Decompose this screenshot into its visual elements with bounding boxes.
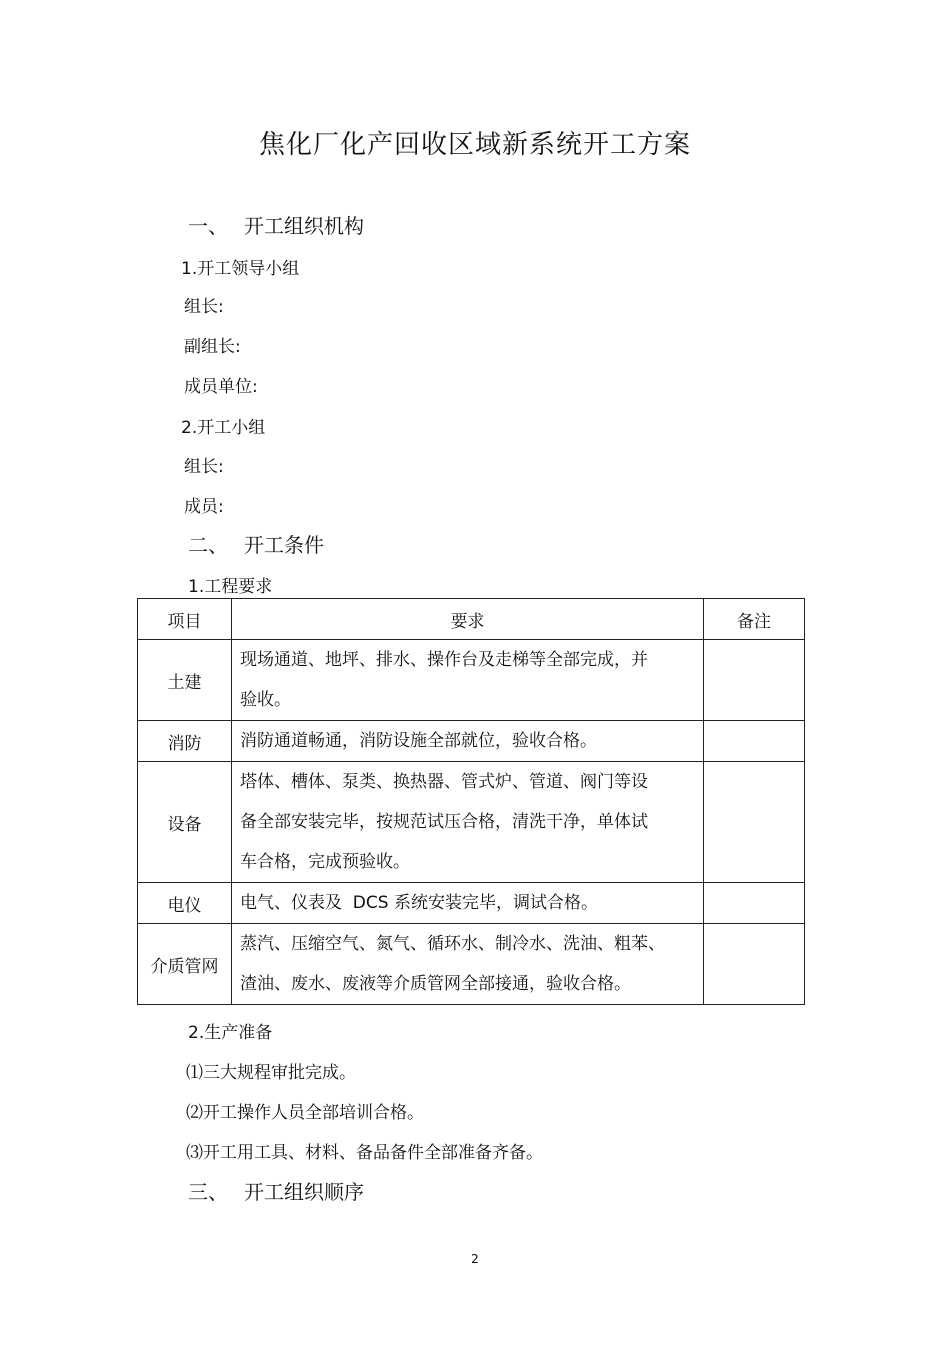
header-requirement: 要求 [232, 599, 704, 640]
requirement-line: 消防通道畅通，消防设施全部就位，验收合格。 [240, 731, 597, 751]
row-note [704, 924, 805, 1005]
requirements-table [137, 598, 805, 1005]
section-heading-2 [188, 529, 324, 558]
header-item: 项目 [138, 599, 232, 640]
prep-item: ⑶开工用工具、材料、备品备件全部准备齐备。 [186, 1143, 543, 1163]
table-row [138, 883, 805, 924]
row-note [704, 640, 805, 721]
header-note: 备注 [704, 599, 805, 640]
section-label: 开工组织顺序 [244, 1180, 364, 1204]
table-row [138, 924, 805, 1005]
row-note [704, 883, 805, 924]
row-item: 介质管网 [138, 924, 232, 1005]
row-item: 电仪 [138, 883, 232, 924]
work-leader-line: 组长: [184, 457, 224, 477]
section-number: 三、 [188, 1180, 228, 1204]
section-heading-3 [188, 1176, 364, 1205]
prep-item: ⑵开工操作人员全部培训合格。 [186, 1103, 424, 1123]
row-requirement [232, 721, 704, 762]
requirement-line: 渣油、废水、废液等介质管网全部接通，验收合格。 [240, 974, 631, 994]
row-requirement [232, 924, 704, 1005]
table-header-row [138, 599, 805, 640]
subheading-work-group: 2.开工小组 [181, 418, 266, 438]
prep-item: ⑴三大规程审批完成。 [186, 1063, 356, 1083]
table-row [138, 721, 805, 762]
row-note [704, 762, 805, 883]
requirement-line: 验收。 [240, 690, 291, 710]
member-units-line: 成员单位: [184, 377, 258, 397]
table-row [138, 640, 805, 721]
table-row [138, 762, 805, 883]
section-label: 开工条件 [244, 533, 324, 557]
row-item: 消防 [138, 721, 232, 762]
work-members-line: 成员: [184, 497, 224, 517]
leader-line: 组长: [184, 297, 224, 317]
section-heading-1 [188, 210, 364, 239]
section-label: 开工组织机构 [244, 214, 364, 238]
subheading-leader-group: 1.开工领导小组 [181, 259, 300, 279]
requirement-line: 备全部安装完毕，按规范试压合格，清洗干净，单体试 [240, 812, 648, 832]
requirement-line: 现场通道、地坪、排水、操作台及走梯等全部完成，并 [240, 650, 648, 670]
requirement-line: 蒸汽、压缩空气、氮气、循环水、制冷水、洗油、粗苯、 [240, 934, 665, 954]
requirement-line: 车合格，完成预验收。 [240, 852, 410, 872]
document-title: 焦化厂化产回收区域新系统开工方案 [258, 130, 691, 160]
section-number: 二、 [188, 533, 228, 557]
row-requirement [232, 883, 704, 924]
row-item: 设备 [138, 762, 232, 883]
requirement-line: 电气、仪表及 DCS 系统安装完毕，调试合格。 [240, 893, 598, 913]
row-requirement [232, 640, 704, 721]
row-note [704, 721, 805, 762]
requirement-line: 塔体、槽体、泵类、换热器、管式炉、管道、阀门等设 [240, 772, 648, 792]
row-item: 土建 [138, 640, 232, 721]
vice-leader-line: 副组长: [184, 337, 241, 357]
row-requirement [232, 762, 704, 883]
subheading-production-prep: 2.生产准备 [188, 1023, 273, 1043]
subheading-engineering-req: 1.工程要求 [188, 577, 273, 597]
section-number: 一、 [188, 214, 228, 238]
page-number: 2 [471, 1252, 479, 1266]
